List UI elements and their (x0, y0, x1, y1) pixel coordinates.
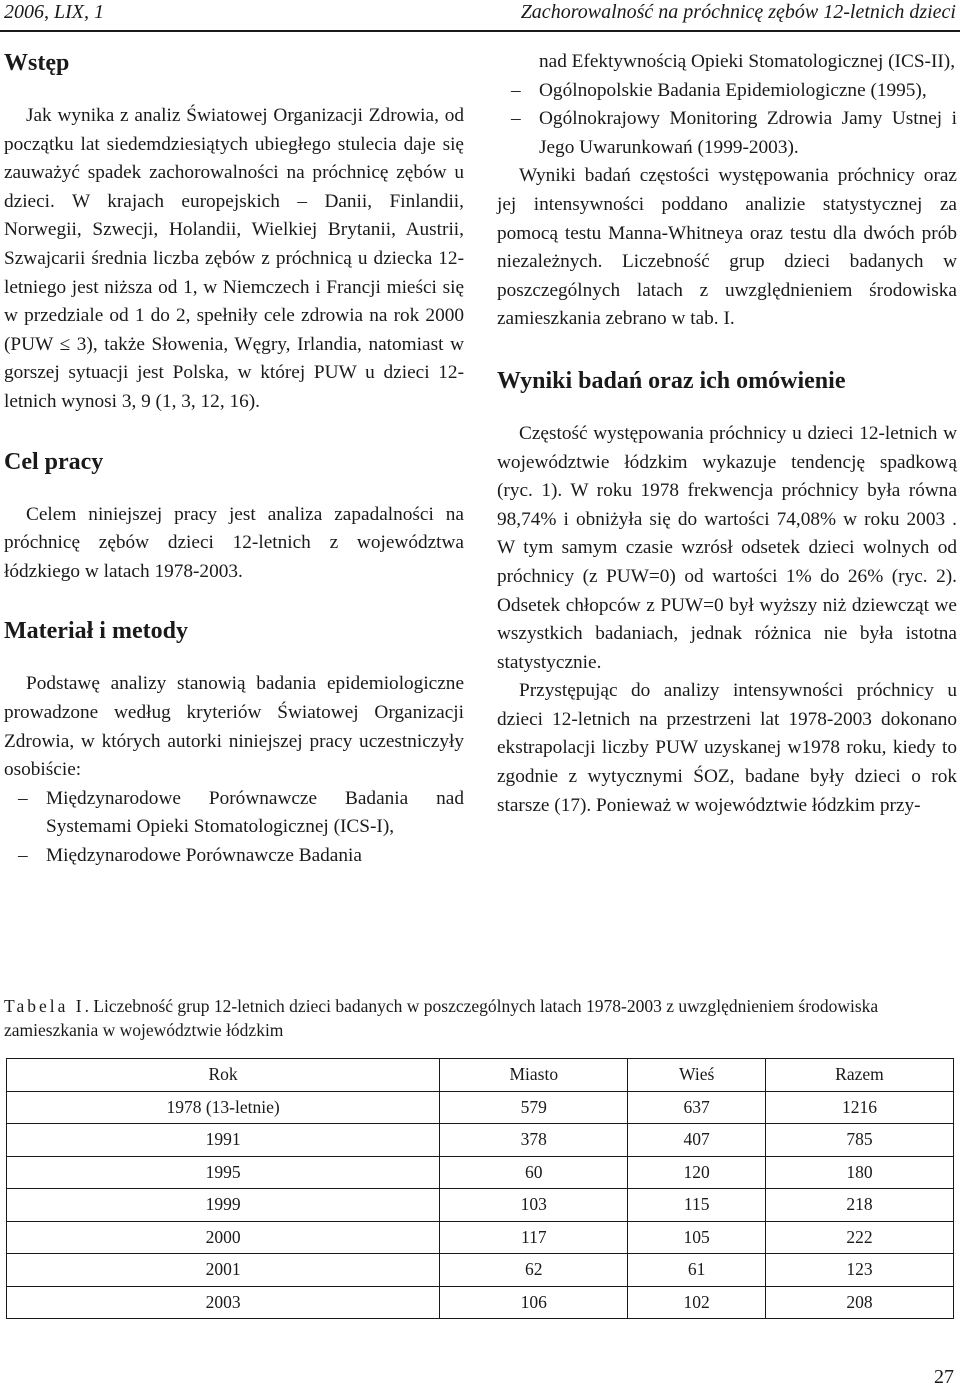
table-caption (4, 994, 956, 1042)
studies-list-continued (497, 48, 957, 162)
table-header-row (7, 1059, 954, 1092)
list-item: – Międzynarodowe Porównawcze Badania nad Systemami Opieki Stomatologicznej (ICS-I), (18, 787, 464, 838)
list-item-continuation: nad Efektywnością Opieki Stomatologicznej (ICS-II), (539, 51, 956, 72)
table-row (7, 1286, 954, 1319)
table-cell: 1999 (7, 1189, 440, 1222)
right-column (497, 48, 957, 820)
column-header-year: Rok (7, 1059, 440, 1092)
list-item: – Ogólnopolskie Badania Epidemiologiczne (1995), (511, 79, 927, 101)
table-row (7, 1189, 954, 1222)
table-cell: 1978 (13-letnie) (7, 1091, 440, 1124)
table-cell: 120 (628, 1156, 766, 1189)
studies-list (4, 785, 464, 871)
header-rule (0, 30, 960, 32)
intro-paragraph: Jak wynika z analiz Światowej Organizacji Zdrowia, od początku lat siedemdziesiątych ubiegłego stulecia daje się zauważyć spadek zachorowalności na próchnicę zębów u dzieci. W krajach europejskich – Danii, Finlandii, Norwegii, Szwecji, Holandii, Wielkiej Brytanii, Austrii, Szwajcarii średnia liczba zębów z próchnicą u dziecka 12-letniego jest niższa od 1, w Niemczech i Francji mieści się w przedziale od 1 do 2, spełniły cele zdrowia na rok 2000 (PUW ≤ 3), także Słowenia, Węgry, Irlandia, natomiast w gorszej sytuacji jest Polska, w której PUW u dzieci 12-letnich wynosi 3, 9 (1, 3, 12, 16). (4, 105, 464, 412)
table-cell: 2001 (7, 1254, 440, 1287)
table-cell: 407 (628, 1124, 766, 1157)
list-item: – Ogólnokrajowy Monitoring Zdrowia Jamy Ustnej i Jego Uwarunkowań (1999-2003). (511, 108, 957, 158)
results-paragraph-1: Częstość występowania próchnicy u dzieci 12-letnich w województwie łódzkim wykazuje tendencję spadkową (ryc. 1). W roku 1978 frekwencja próchnicy była równa 98,74% i obniżyła się do wartości 74,08% w roku 2003 . W tym samym czasie wzrósł odsetek dzieci wolnych od próchnicy (z PUW=0) od wartości 1% do 26% (ryc. 2). Odsetek chłopców z PUW=0 był wyższy niż dziewcząt we wszystkich badaniach, jednak różnica nie była istotna statystycznie. (497, 422, 957, 673)
table-cell: 218 (765, 1189, 953, 1222)
table-row (7, 1124, 954, 1157)
column-header-city: Miasto (440, 1059, 628, 1092)
statistics-paragraph: Wyniki badań częstości występowania próchnicy oraz jej intensywności poddano analizie statystycznej za pomocą testu Manna-Whitneya oraz testu dla dwóch prób niezależnych. Liczebność grup dzieci badanych w poszczególnych latach z uwzględnieniem środowiska zamieszkania zebrano w tab. I. (497, 165, 957, 330)
table-cell: 61 (628, 1254, 766, 1287)
table-row (7, 1221, 954, 1254)
table-cell: 208 (765, 1286, 953, 1319)
table-cell: 62 (440, 1254, 628, 1287)
running-header-left: 2006, LIX, 1 (4, 1, 104, 23)
results-heading: Wyniki badań oraz ich omówienie (497, 367, 846, 394)
table-row (7, 1091, 954, 1124)
left-column (4, 48, 464, 870)
aim-heading: Cel pracy (4, 448, 104, 475)
table-cell: 1991 (7, 1124, 440, 1157)
results-paragraph-2: Przystępując do analizy intensywności próchnicy u dzieci 12-letnich na przestrzeni lat 1978-2003 dokonano ekstrapolacji liczby PUW uzyskanej w1978 roku, kiedy to zgodnie z wytycznymi ŚOZ, badane były dzieci o rok starsze (17). Ponieważ w województwie łódzkim przy- (497, 680, 957, 816)
methods-heading: Materiał i metody (4, 618, 188, 645)
table-cell: 103 (440, 1189, 628, 1222)
table-cell: 637 (628, 1091, 766, 1124)
table-cell: 579 (440, 1091, 628, 1124)
list-item: – Międzynarodowe Porównawcze Badania (18, 844, 362, 866)
methods-paragraph: Podstawę analizy stanowią badania epidemiologiczne prowadzone według kryteriów Światowej Organizacji Zdrowia, w których autorki niniejszej pracy uczestniczyły osobiście: (4, 673, 464, 781)
table-cell: 115 (628, 1189, 766, 1222)
intro-heading: Wstęp (4, 50, 70, 76)
aim-paragraph: Celem niniejszej pracy jest analiza zapadalności na próchnicę zębów dzieci 12-letnich z województwa łódzkiego w latach 1978-2003. (4, 503, 464, 582)
table-cell: 2000 (7, 1221, 440, 1254)
sample-size-table (6, 1058, 954, 1319)
table-cell: 2003 (7, 1286, 440, 1319)
table-cell: 106 (440, 1286, 628, 1319)
table-caption-label: Tabela I (4, 996, 85, 1016)
table-cell: 1995 (7, 1156, 440, 1189)
table-cell: 222 (765, 1221, 953, 1254)
table-cell: 102 (628, 1286, 766, 1319)
table-caption-text: . Liczebność grup 12-letnich dzieci badanych w poszczególnych latach 1978-2003 z uwzględnieniem środowiska zamieszkania w województwie łódzkim (4, 996, 879, 1040)
table-cell: 180 (765, 1156, 953, 1189)
table-cell: 785 (765, 1124, 953, 1157)
running-header-right: Zachorowalność na próchnicę zębów 12-letnich dzieci (520, 1, 956, 23)
column-header-village: Wieś (628, 1059, 766, 1092)
table-cell: 105 (628, 1221, 766, 1254)
table-cell: 117 (440, 1221, 628, 1254)
table-row (7, 1254, 954, 1287)
page-number: 27 (934, 1366, 954, 1388)
table-row (7, 1156, 954, 1189)
table-cell: 378 (440, 1124, 628, 1157)
column-header-total: Razem (765, 1059, 953, 1092)
table-cell: 123 (765, 1254, 953, 1287)
table-cell: 1216 (765, 1091, 953, 1124)
table-cell: 60 (440, 1156, 628, 1189)
